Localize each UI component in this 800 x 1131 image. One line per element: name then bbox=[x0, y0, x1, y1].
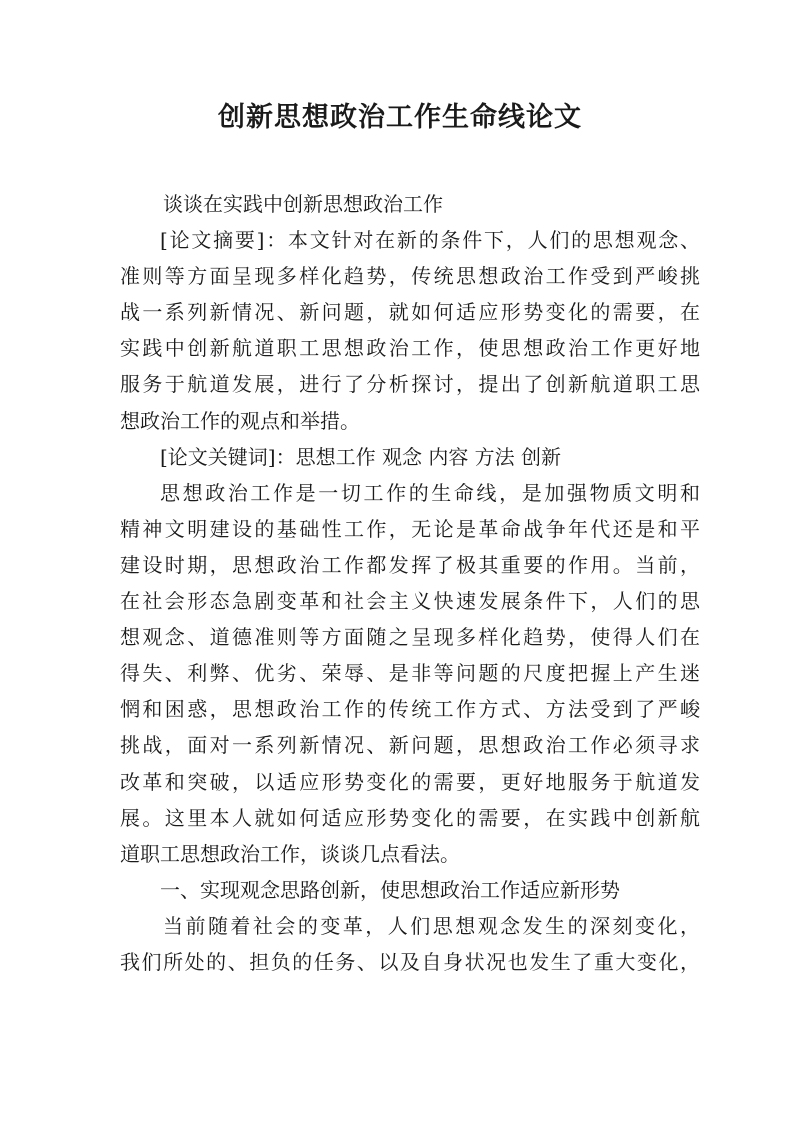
paragraph-line: 得失、利弊、优劣、荣辱、是非等问题的尺度把握上产生迷 bbox=[120, 661, 700, 686]
paragraph-line: 我们所处的、担负的任务、以及自身状况也发生了重大变化， bbox=[120, 949, 700, 974]
paragraph-line: 改革和突破，以适应形势变化的需要，更好地服务于航道发 bbox=[120, 769, 700, 794]
subtitle-line: 谈谈在实践中创新思想政治工作 bbox=[163, 192, 443, 216]
abstract-line: 服务于航道发展，进行了分析探讨，提出了创新航道职工思 bbox=[120, 372, 700, 397]
abstract-line: 战一系列新情况、新问题，就如何适应形势变化的需要，在 bbox=[120, 300, 700, 325]
paragraph-line: 当前随着社会的变革，人们思想观念发生的深刻变化， bbox=[163, 913, 700, 938]
paragraph-line: 惘和困惑，思想政治工作的传统工作方式、方法受到了严峻 bbox=[120, 697, 700, 722]
paragraph-line: 建设时期，思想政治工作都发挥了极其重要的作用。当前， bbox=[120, 552, 700, 577]
abstract-line: 准则等方面呈现多样化趋势，传统思想政治工作受到严峻挑 bbox=[120, 264, 700, 289]
abstract-line: 想政治工作的观点和举措。 bbox=[120, 408, 360, 433]
document-body bbox=[120, 186, 700, 980]
paragraph-line: 挑战，面对一系列新情况、新问题，思想政治工作必须寻求 bbox=[120, 733, 700, 758]
abstract-line: [论文摘要]：本文针对在新的条件下，人们的思想观念、 bbox=[160, 228, 700, 253]
paragraph-line: 想观念、道德准则等方面随之呈现多样化趋势，使得人们在 bbox=[120, 625, 700, 650]
paragraph-line: 精神文明建设的基础性工作，无论是革命战争年代还是和平 bbox=[120, 516, 700, 541]
abstract-line: 实践中创新航道职工思想政治工作，使思想政治工作更好地 bbox=[120, 336, 700, 361]
paragraph-line: 思想政治工作是一切工作的生命线，是加强物质文明和 bbox=[160, 480, 700, 505]
paragraph-line: 在社会形态急剧变革和社会主义快速发展条件下，人们的思 bbox=[120, 589, 700, 614]
paragraph-line: 展。这里本人就如何适应形势变化的需要，在实践中创新航 bbox=[120, 805, 700, 830]
document-title: 创新思想政治工作生命线论文 bbox=[218, 102, 582, 133]
section-heading: 一、实现观念思路创新，使思想政治工作适应新形势 bbox=[160, 877, 620, 902]
keywords-line: [论文关键词]：思想工作 观念 内容 方法 创新 bbox=[160, 444, 562, 469]
paragraph-line: 道职工思想政治工作，谈谈几点看法。 bbox=[120, 841, 460, 866]
